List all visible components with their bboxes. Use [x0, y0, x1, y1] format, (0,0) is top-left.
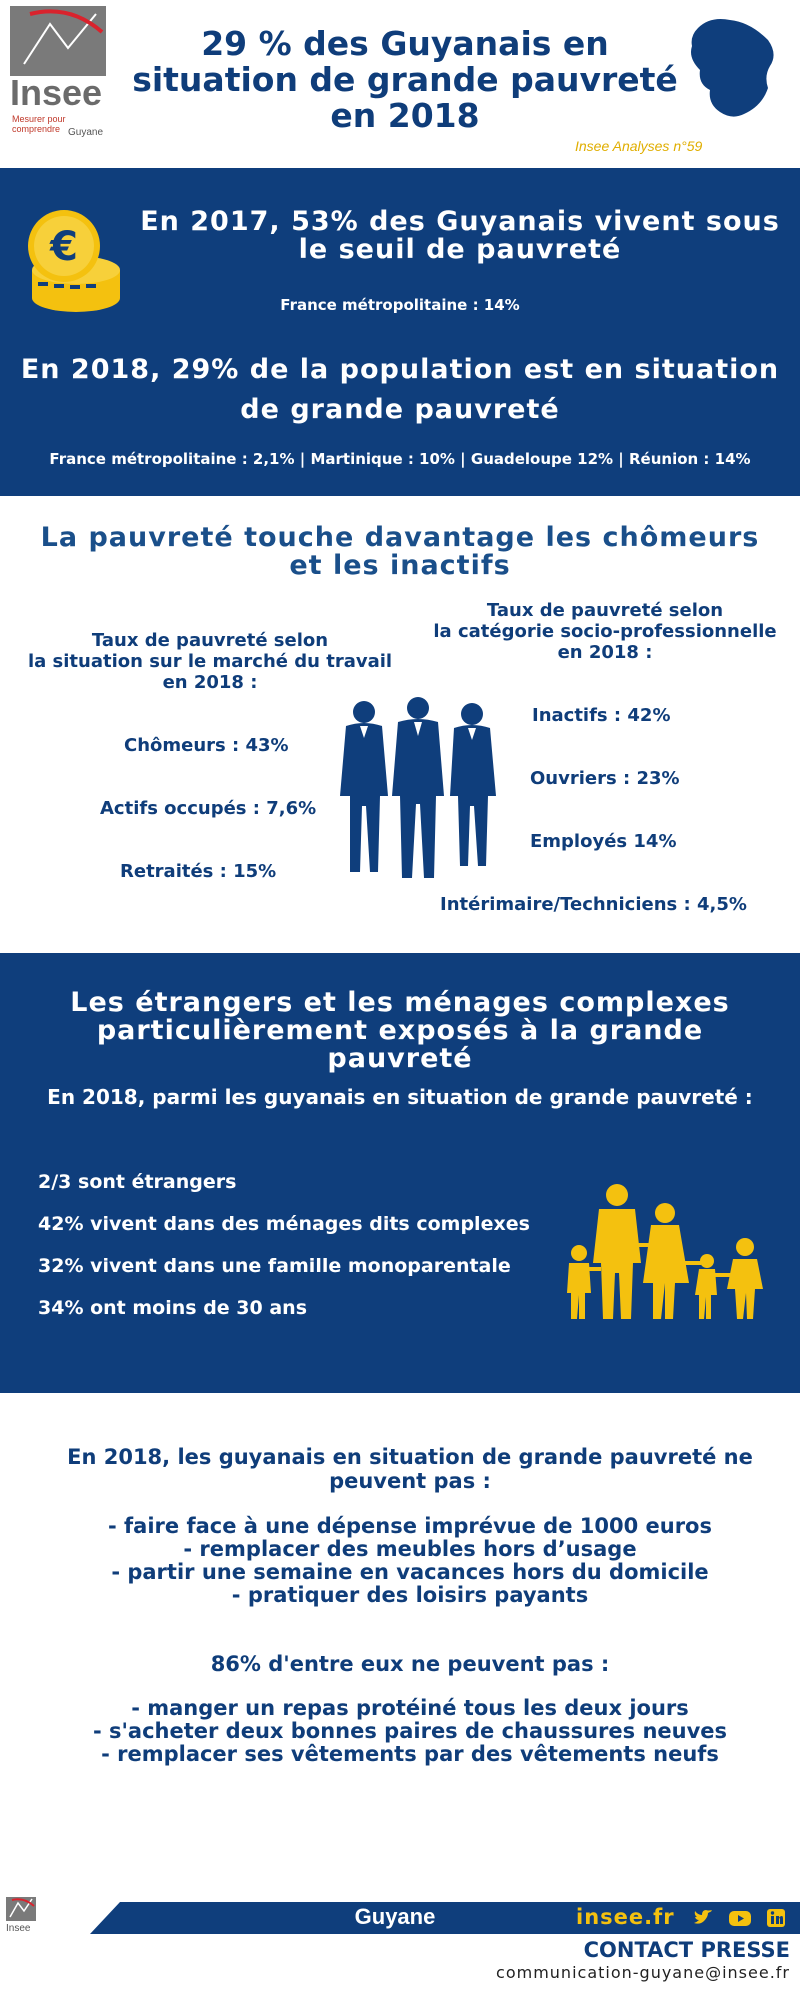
- list-item: - faire face à une dépense imprévue de 1000 euros: [108, 1514, 712, 1538]
- stat-label: Inactifs :: [532, 705, 628, 726]
- poverty-2018-comparison: France métropolitaine : 2,1% | Martinique : 10% | Guadeloupe 12% | Réunion : 14%: [49, 450, 751, 468]
- businessmen-icon: [338, 696, 498, 882]
- item-text: vivent dans une famille monoparentale: [83, 1255, 511, 1277]
- stat-label: Ouvriers :: [530, 768, 637, 789]
- list-item: [38, 1297, 307, 1319]
- stat-value: 4,5%: [696, 894, 747, 915]
- footer-logo-word: Insee: [6, 1923, 31, 1934]
- deprivation-list-2: [60, 1697, 760, 1766]
- item-value: 42%: [38, 1213, 84, 1235]
- list-item: - remplacer des meubles hors d’usage: [183, 1537, 637, 1561]
- guyane-map-icon: [680, 14, 780, 124]
- pct-value: 86%: [210, 1652, 261, 1676]
- section-unemployed-title: La pauvreté touche davantage les chômeurs et les inactifs: [40, 522, 760, 581]
- socio-professional-heading: Taux de pauvreté selon la catégorie socio-professionnelle en 2018 :: [433, 600, 777, 663]
- stat-label: Chômeurs :: [124, 735, 246, 756]
- stat-label: Actifs occupés :: [100, 798, 267, 819]
- press-contact-email[interactable]: communication-guyane@insee.fr: [496, 1963, 790, 1982]
- linkedin-icon[interactable]: [766, 1907, 788, 1929]
- stat-value: 43%: [245, 735, 289, 756]
- logo-region: Guyane: [68, 127, 104, 138]
- logo-square: [10, 6, 106, 76]
- list-item: - remplacer ses vêtements par des vêtements neufs: [101, 1742, 719, 1766]
- item-value: 32%: [38, 1255, 84, 1277]
- stat-value: 42%: [627, 705, 671, 726]
- item-value: 2/3: [38, 1171, 72, 1193]
- poverty-2017-headline: En 2017, 53% des Guyanais vivent sous le seuil de pauvreté: [140, 206, 780, 265]
- item-text: ont moins de 30 ans: [83, 1297, 308, 1319]
- family-icon: [565, 1183, 765, 1323]
- footer-region: Guyane: [354, 1904, 436, 1929]
- stat-retraites: [120, 861, 276, 882]
- stat-interimaire-techniciens: [440, 894, 747, 915]
- insee-site-link[interactable]: insee.fr: [576, 1905, 675, 1929]
- logo-word: Insee: [10, 72, 103, 113]
- stat-actifs-occupes: [100, 798, 316, 819]
- page-title: 29 % des Guyanais en situation de grande pauvreté en 2018: [132, 24, 678, 135]
- stat-inactifs: [532, 705, 670, 726]
- svg-text:€: €: [50, 224, 78, 270]
- press-contact-label: CONTACT PRESSE: [583, 1938, 790, 1962]
- stat-value: 23%: [636, 768, 680, 789]
- list-item: - s'acheter deux bonnes paires de chaussures neuves: [92, 1719, 728, 1743]
- foreigners-subtitle: En 2018, parmi les guyanais en situation de grande pauvreté :: [47, 1085, 753, 1109]
- item-text: vivent dans des ménages dits complexes: [83, 1213, 530, 1235]
- list-item: - pratiquer des loisirs payants: [231, 1583, 589, 1607]
- list-item: - partir une semaine en vacances hors du domicile: [111, 1560, 709, 1584]
- insee-logo: [10, 6, 110, 136]
- item-text: sont étrangers: [71, 1171, 237, 1193]
- stat-chomeurs: [124, 735, 289, 756]
- list-item: [38, 1255, 511, 1277]
- stat-label: Employés: [530, 831, 634, 852]
- youtube-icon[interactable]: [728, 1907, 750, 1929]
- stat-label: Intérimaire/Techniciens :: [440, 894, 697, 915]
- series-label: Insee Analyses n°59: [575, 138, 703, 154]
- stat-employes: [530, 831, 677, 852]
- stat-value: 14%: [633, 831, 677, 852]
- deprivation-list: [60, 1515, 760, 1607]
- item-value: 34%: [38, 1297, 84, 1319]
- poverty-2018-headline: En 2018, 29% de la population est en situation de grande pauvreté: [20, 354, 780, 425]
- labour-market-heading: Taux de pauvreté selon la situation sur le marché du travail en 2018 :: [27, 630, 393, 693]
- poverty-band: [0, 168, 800, 496]
- stat-value: 15%: [233, 861, 277, 882]
- foreigners-title: Les étrangers et les ménages complexes particulièrement exposés à la grande pauvreté: [70, 987, 730, 1074]
- list-item: [38, 1213, 530, 1235]
- twitter-icon[interactable]: [692, 1907, 714, 1929]
- pct-text: d'entre eux ne peuvent pas :: [260, 1652, 610, 1676]
- deprivation-intro: En 2018, les guyanais en situation de grande pauvreté ne peuvent pas :: [67, 1445, 753, 1493]
- stat-ouvriers: [530, 768, 680, 789]
- list-item: [38, 1171, 236, 1193]
- list-item: - manger un repas protéiné tous les deux jours: [131, 1696, 689, 1720]
- footer-insee-logo: [6, 1897, 106, 1937]
- stat-value: 7,6%: [266, 798, 317, 819]
- logo-tagline: Mesurer pour comprendre: [12, 114, 66, 134]
- foreigners-band: [0, 953, 800, 1393]
- stat-label: Retraités :: [120, 861, 234, 882]
- deprivation-86-line: [60, 1652, 760, 1676]
- poverty-2017-comparison: France métropolitaine : 14%: [280, 296, 520, 314]
